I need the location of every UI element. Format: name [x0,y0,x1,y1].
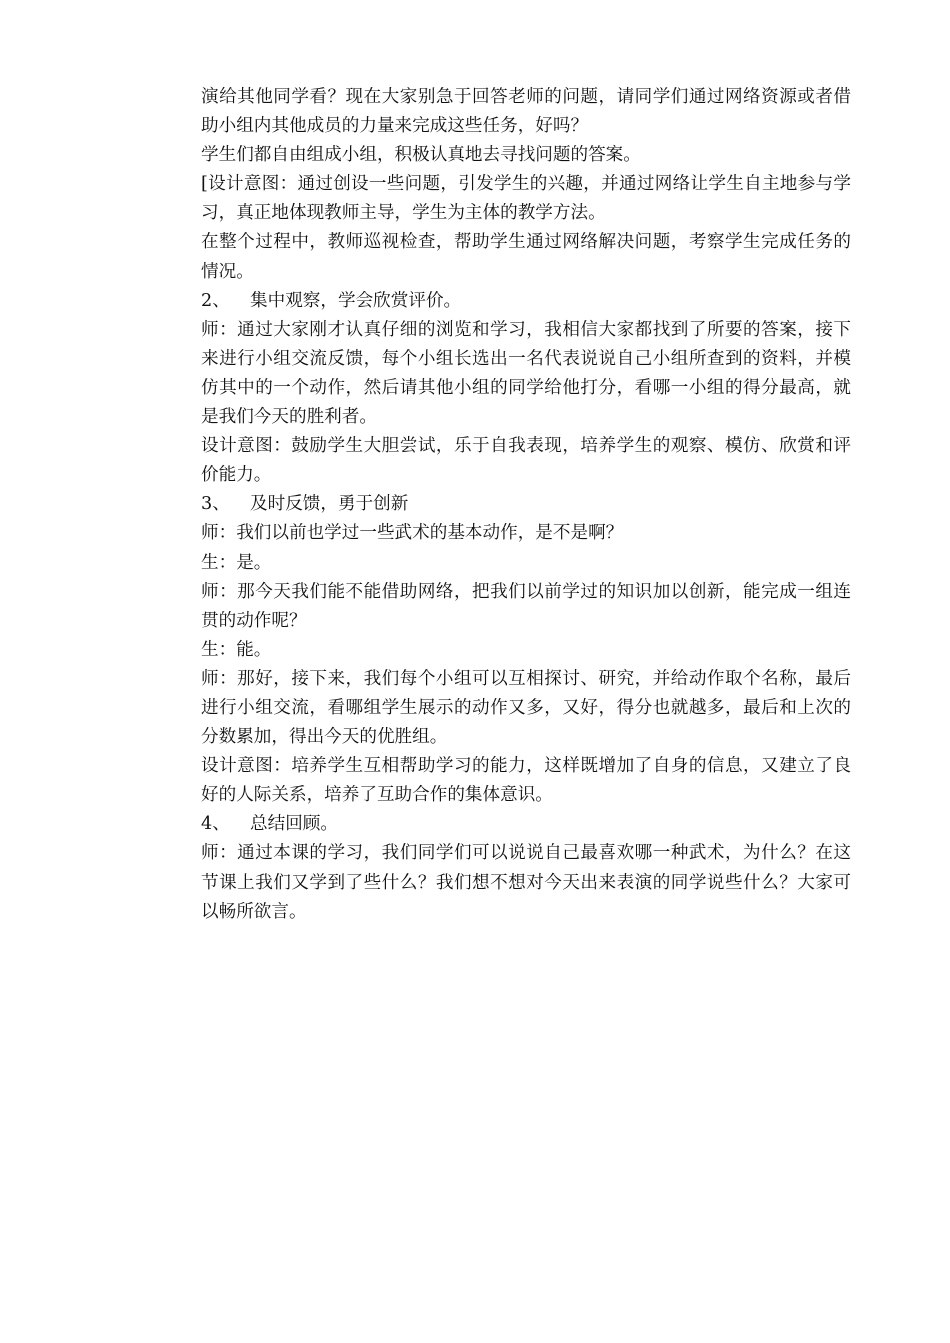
paragraph: 生：能。 [201,639,272,660]
paragraph: 生：是。 [201,552,272,573]
paragraph: 设计意图：鼓励学生大胆尝试，乐于自我表现，培养学生的观察、模仿、欣赏和评价能力。 [201,436,851,486]
paragraph: 在整个过程中，教师巡视检查，帮助学生通过网络解决问题，考察学生完成任务的情况。 [201,232,851,282]
paragraph: 师：我们以前也学过一些武术的基本动作，是不是啊？ [201,523,624,544]
paragraph: [设计意图：通过创设一些问题，引发学生的兴趣，并通过网络让学生自主地参与学习，真正地体现教师主导，学生为主体的教学方法。 [201,174,851,224]
section-heading-2 [201,287,851,316]
section-heading-3 [201,490,851,519]
section-title: 集中观察，学会欣赏评价。 [250,290,462,311]
document-body [201,83,851,927]
paragraph: 演给其他同学看？现在大家别急于回答老师的问题，请同学们通过网络资源或者借助小组内其他成员的力量来完成这些任务，好吗？ [201,87,851,137]
paragraph: 学生们都自由组成小组，积极认真地去寻找问题的答案。 [201,145,641,166]
section-number: 2、 [201,290,230,311]
section-number: 4、 [201,814,230,835]
paragraph: 师：通过大家刚才认真仔细的浏览和学习，我相信大家都找到了所要的答案，接下来进行小组交流反馈，每个小组长选出一名代表说说自己小组所查到的资料，并模仿其中的一个动作，然后请其他小组的同学给他打分，看哪一小组的得分最高，就是我们今天的胜利者。 [201,319,851,428]
paragraph: 师：那好，接下来，我们每个小组可以互相探讨、研究，并给动作取个名称，最后进行小组交流，看哪组学生展示的动作又多，又好，得分也就越多，最后和上次的分数累加，得出今天的优胜组。 [201,668,851,748]
section-title: 总结回顾。 [250,814,338,835]
section-title: 及时反馈，勇于创新 [250,494,409,515]
paragraph: 设计意图：培养学生互相帮助学习的能力，这样既增加了自身的信息，又建立了良好的人际关系，培养了互助合作的集体意识。 [201,756,851,806]
section-heading-4 [201,810,851,839]
paragraph: 师：那今天我们能不能借助网络，把我们以前学过的知识加以创新，能完成一组连贯的动作呢？ [201,581,851,631]
section-number: 3、 [201,494,230,515]
paragraph: 师：通过本课的学习，我们同学们可以说说自己最喜欢哪一种武术，为什么？在这节课上我们又学到了些什么？我们想不想对今天出来表演的同学说些什么？大家可以畅所欲言。 [201,843,851,922]
